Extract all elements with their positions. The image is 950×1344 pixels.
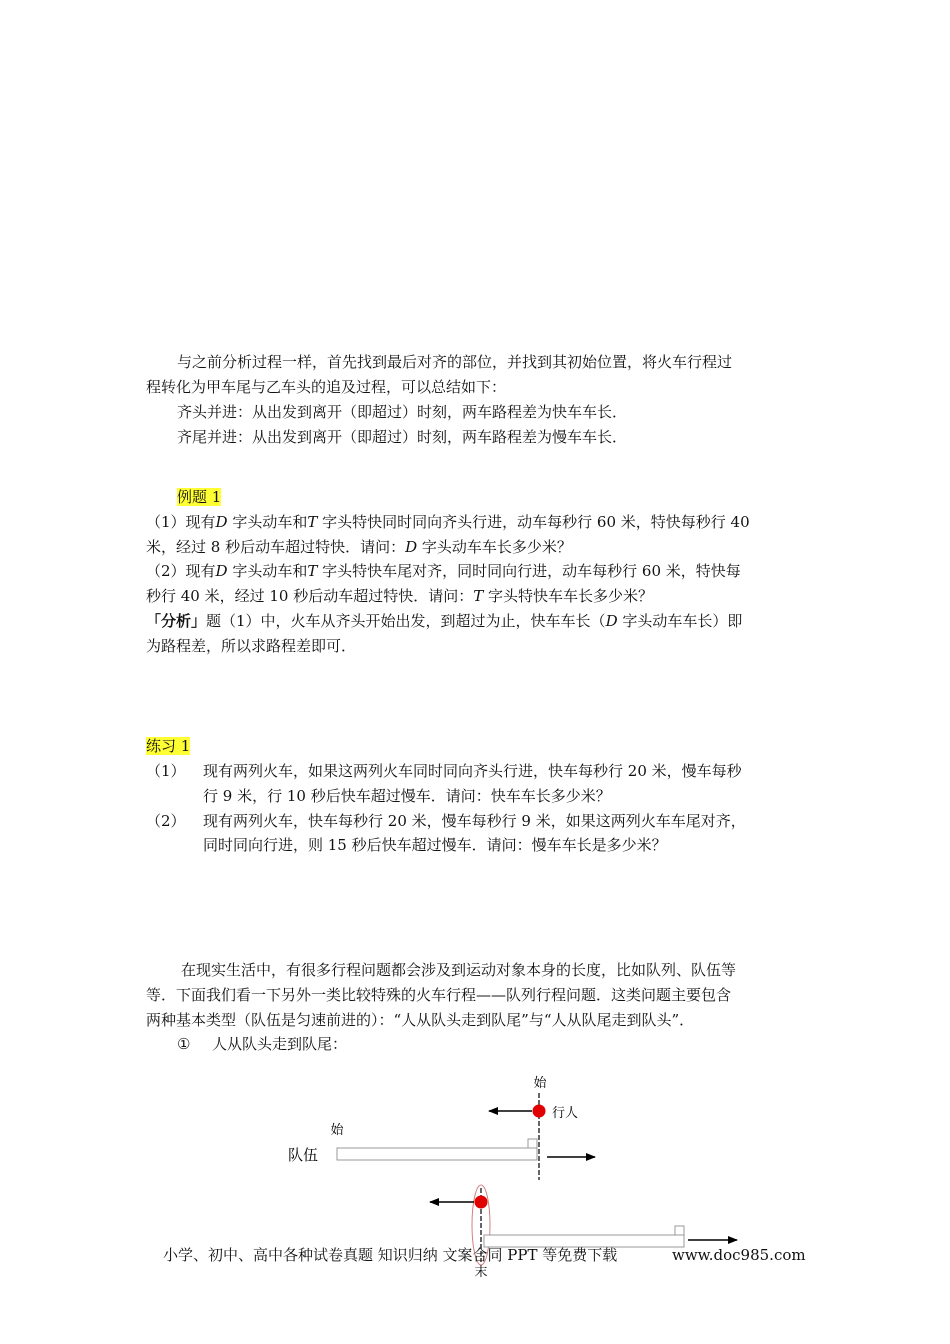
text-run: 字头动车车长多少米？ [417, 538, 572, 556]
italic-letter: T [307, 562, 318, 580]
text-run: 秒行 40 米，经过 10 秒后动车超过特快．请问： [146, 587, 474, 605]
queue-line-1: 在现实生活中，有很多行程问题都会涉及到运动对象本身的长度，比如队列、队伍等 [181, 961, 737, 979]
practice-item-2-line-1: 现有两列火车，快车每秒行 20 米，慢车每秒行 9 米，如果这两列火车车尾对齐， [203, 812, 746, 830]
team-label: 队伍 [288, 1146, 319, 1164]
intro-line-2: 程转化为甲车尾与乙车头的追及过程，可以总结如下： [146, 378, 507, 396]
queue-item-text: 人从队头走到队尾： [212, 1035, 348, 1053]
team-head-marker-end [675, 1226, 684, 1235]
italic-letter: T [473, 587, 484, 605]
text-run: （2）现有 [146, 562, 216, 580]
intro-rule-head: 齐头并进：从出发到离开（即超过）时刻，两车路程差为快车车长． [177, 403, 628, 421]
text-run: 字头动车和 [227, 513, 308, 531]
analysis-line-2: 为路程差，所以求路程差即可． [146, 637, 357, 655]
italic-letter: D [605, 612, 618, 630]
practice-item-1-line-1: 现有两列火车，如果这两列火车同时同向齐头行进，快车每秒行 20 米，慢车每秒 [203, 762, 742, 780]
italic-letter: D [215, 513, 228, 531]
practice-title-label: 练习 1 [146, 737, 191, 755]
team-bar [337, 1148, 537, 1160]
pedestrian-label: 行人 [552, 1106, 579, 1121]
text-run: 米，经过 8 秒后动车超过特快．请问： [146, 538, 406, 556]
italic-letter: D [215, 562, 228, 580]
intro-line-1: 与之前分析过程一样，首先找到最后对齐的部位，并找到其初始位置，将火车行程过 [177, 353, 733, 371]
practice-item-1-number: （1） [146, 762, 186, 780]
start-left-label: 始 [330, 1123, 344, 1138]
text-run: 题（1）中，火车从齐头开始出发，到超过为止，快车车长（ [206, 612, 606, 630]
text-run: 字头特快车尾对齐，同时同向行进，动车每秒行 60 米，特快每 [317, 562, 741, 580]
text-run: 字头动车和 [227, 562, 308, 580]
intro-rule-tail: 齐尾并进：从出发到离开（即超过）时刻，两车路程差为慢车车长． [177, 428, 628, 446]
example-title-label: 例题 1 [177, 488, 222, 506]
queue-item-number: ① [177, 1035, 191, 1053]
text-run: 字头动车车长）即 [617, 612, 743, 630]
italic-letter: T [307, 513, 318, 531]
footer-url[interactable]: www.doc985.com [672, 1246, 806, 1264]
practice-item-2-number: （2） [146, 812, 186, 830]
text-run: （1）现有 [146, 513, 216, 531]
analysis-label: 「分析」 [146, 612, 207, 630]
pedestrian-dot-end [475, 1196, 488, 1209]
queue-line-2: 等．下面我们看一下另外一类比较特殊的火车行程——队列行程问题．这类问题主要包含 [146, 986, 732, 1004]
practice-item-2-line-2: 同时同向行进，则 15 秒后快车超过慢车．请问：慢车车长是多少米？ [203, 836, 667, 854]
italic-letter: D [405, 538, 418, 556]
start-top-label: 始 [533, 1076, 547, 1091]
text-run: 字头特快同时同向齐头行进，动车每秒行 60 米，特快每秒行 40 [317, 513, 750, 531]
footer-text: 小学、初中、高中各种试卷真题 知识归纳 文案合同 PPT 等免费下载 [163, 1246, 618, 1264]
queue-line-3: 两种基本类型（队伍是匀速前进的）：“人从队头走到队尾”与“人从队尾走到队头”． [146, 1011, 695, 1029]
practice-item-1-line-2: 行 9 米，行 10 秒后快车超过慢车．请问：快车车长多少米？ [203, 787, 611, 805]
pedestrian-dot [533, 1105, 546, 1118]
team-head-marker [528, 1139, 537, 1148]
end-label: 末 [474, 1265, 488, 1280]
text-run: 字头特快车车长多少米？ [483, 587, 654, 605]
